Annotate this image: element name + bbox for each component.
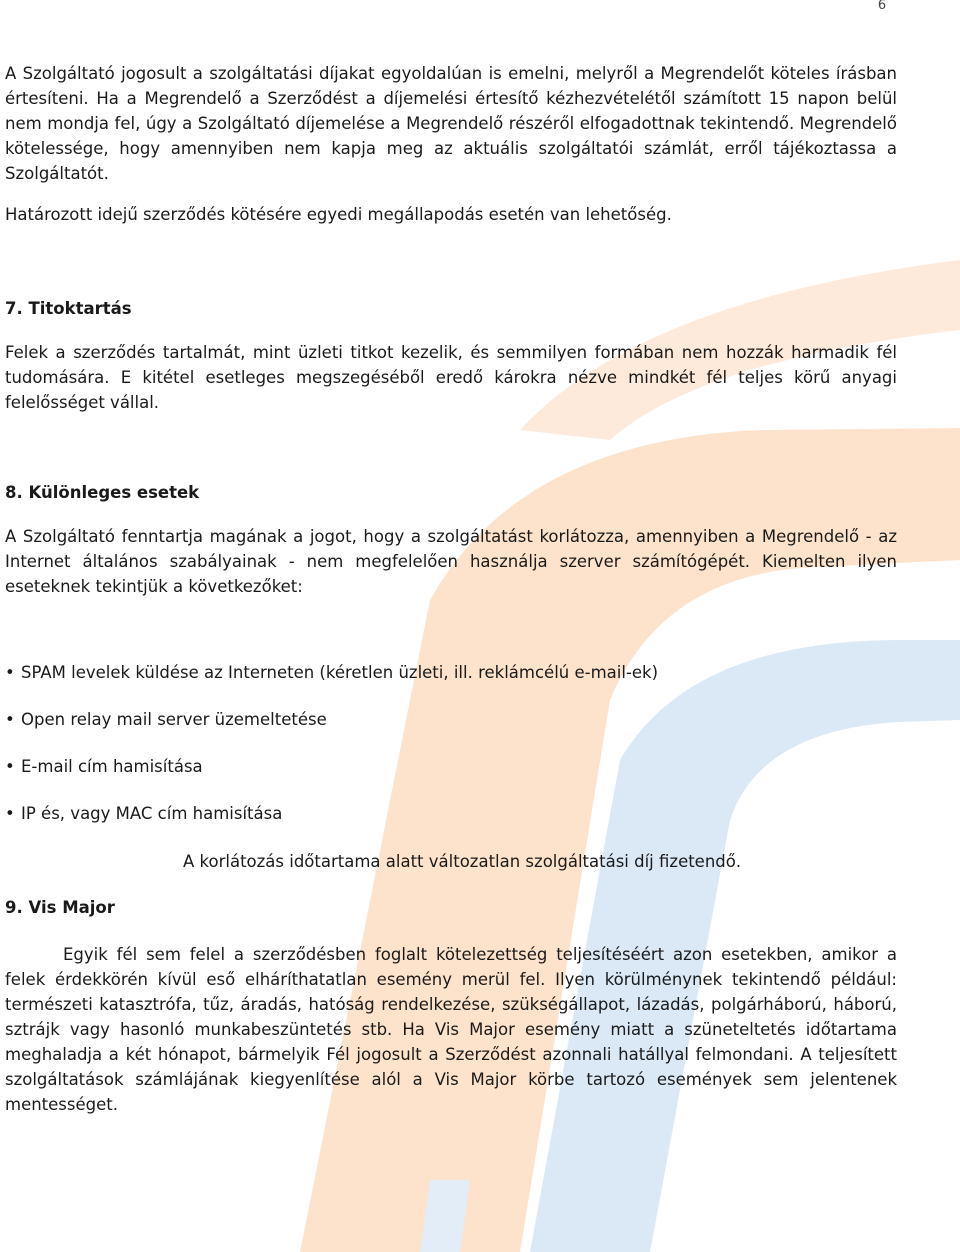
vis-major-paragraph: Egyik fél sem felel a szerződésben foglalt kötelezettség teljesítéséért azon esetekben, amikor a felek érdekkörén kívül eső elháríthatatlan esemény merül fel. Ilyen körülménynek tekintendő például: természeti katasztrófa, tűz, áradás, hatóság rendelkezése, szükségállapot, lázadás, polgárháború, háború, sztrájk vagy hasonló munkabeszüntetés stb. Ha Vis Major esemény miatt a szüneteltetés időtartama meghaladja a két hónapot, bármelyik Fél jogosult a Szerződést azonnali hatállyal felmondani. A teljesített szolgáltatások számlájának kiegyenlítése alól a Vis Major körbe tartozó események sem jelentenek mentességet. [5,945,897,1114]
restriction-cases-list [5,660,897,848]
list-item-text: SPAM levelek küldése az Interneten (kéretlen üzleti, ill. reklámcélú e-mail-ek) [21,663,659,682]
list-item-text: E-mail cím hamisítása [21,757,203,776]
list-item [5,754,897,801]
section-heading-vis-major: 9. Vis Major [5,898,115,917]
list-item-text: IP és, vagy MAC cím hamisítása [21,804,283,823]
fixed-term-contract-paragraph: Határozott idejű szerződés kötésére egyedi megállapodás esetén van lehetőség. [5,205,672,224]
section-heading-special-cases: 8. Különleges esetek [5,483,200,502]
list-item-text: Open relay mail server üzemeltetése [21,710,327,729]
special-cases-paragraph: A Szolgáltató fenntartja magának a jogot, hogy a szolgáltatást korlátozza, amennyiben a Megrendelő - az Internet általános szabályainak - nem megfelelően használja szerver számítógépét. Kiemelten ilyen eseteknek tekintjük a következőket: [5,527,897,596]
bullet-icon: • [5,757,15,776]
bullet-icon: • [5,663,15,682]
fee-increase-paragraph: A Szolgáltató jogosult a szolgáltatási díjakat egyoldalúan is emelni, melyről a Megrendelőt köteles írásban értesíteni. Ha a Megrendelő a Szerződést a díjemelési értesítő kézhezvételétől számított 15 napon belül nem mondja fel, úgy a Szolgáltató díjemelése a Megrendelő részéről elfogadottnak tekintendő. Megrendelő kötelessége, hogy amennyiben nem kapja meg az aktuális szolgáltatói számlát, erről tájékoztassa a Szolgáltatót. [5,64,897,183]
confidentiality-paragraph: Felek a szerződés tartalmát, mint üzleti titkot kezelik, és semmilyen formában nem hozzák harmadik fél tudomására. E kitétel esetleges megszegéséből eredő károkra nézve mindkét fél teljes körű anyagi felelősséget vállal. [5,343,897,412]
bullet-icon: • [5,804,15,823]
section-heading-confidentiality: 7. Titoktartás [5,299,132,318]
page-number: 6 [877,0,887,13]
restriction-fee-note: A korlátozás időtartama alatt változatlan szolgáltatási díj fizetendő. [183,852,742,871]
list-item [5,707,897,754]
list-item [5,801,897,848]
list-item [5,660,897,707]
bullet-icon: • [5,710,15,729]
